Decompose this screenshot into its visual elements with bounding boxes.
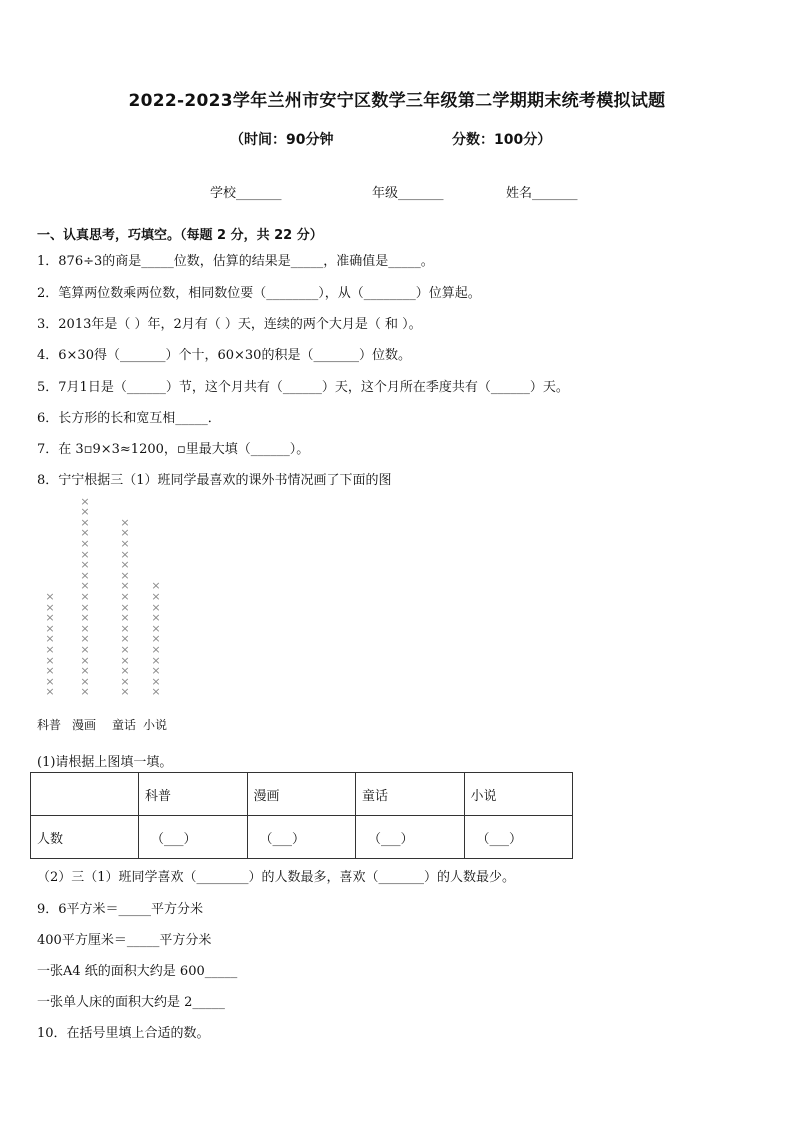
question-3: 3．2013年是（ ）年，2月有（ ）天，连续的两个大月是（ 和 ）。 <box>37 317 422 332</box>
table-row <box>31 816 573 859</box>
tally-mark: × <box>120 653 130 667</box>
question-8-part-2: （2）三（1）班同学喜欢（________）的人数最多，喜欢（_______）的人数最少。 <box>37 870 516 885</box>
tally-mark: × <box>120 674 130 688</box>
tally-mark: × <box>151 642 161 656</box>
tally-mark: × <box>120 515 130 529</box>
question-6: 6．长方形的长和宽互相_____． <box>37 411 221 426</box>
table-header-cell: 童话 <box>356 773 465 816</box>
table-header-cell: 漫画 <box>247 773 356 816</box>
tally-mark: × <box>120 547 130 561</box>
tally-mark: × <box>120 600 130 614</box>
tally-mark: × <box>120 664 130 678</box>
tally-mark: × <box>120 568 130 582</box>
tally-mark: × <box>120 642 130 656</box>
tally-mark: × <box>80 642 90 656</box>
question-7: 7．在 3▫9×3≈1200，▫里最大填（______）。 <box>37 442 310 457</box>
question-1: 1．876÷3的商是_____位数，估算的结果是_____，准确值是_____。 <box>37 254 434 269</box>
tally-mark: × <box>80 547 90 561</box>
tally-mark: × <box>80 515 90 529</box>
tally-mark: × <box>45 632 55 646</box>
tally-mark: × <box>45 621 55 635</box>
section-heading-1: 一、认真思考，巧填空。（每题 2 分，共 22 分） <box>37 228 323 243</box>
tally-mark: × <box>151 685 161 699</box>
tally-column-2 <box>77 494 93 699</box>
tally-mark: × <box>80 505 90 519</box>
time-info: （时间：90分钟 <box>230 132 334 148</box>
tally-mark: × <box>120 536 130 550</box>
tally-mark: × <box>151 664 161 678</box>
question-8-part-1: (1)请根据上图填一填。 <box>37 755 173 770</box>
tally-mark: × <box>45 590 55 603</box>
tally-mark: × <box>120 558 130 572</box>
question-4: 4．6×30得（_______）个十，60×30的积是（_______）位数。 <box>37 348 411 363</box>
book-count-table <box>30 772 573 859</box>
tally-mark: × <box>120 589 130 603</box>
tally-mark: × <box>80 589 90 603</box>
page-title: 2022-2023学年兰州市安宁区数学三年级第二学期期末统考模拟试题 <box>128 91 666 111</box>
grade-field[interactable]: 年级_______ <box>372 186 444 201</box>
answer-blank[interactable]: （___） <box>247 816 356 859</box>
tally-mark: × <box>45 664 55 678</box>
tally-mark: × <box>45 642 55 656</box>
tally-mark: × <box>80 526 90 540</box>
score-info: 分数：100分） <box>452 132 552 148</box>
tally-category-label: 小说 <box>143 718 168 732</box>
school-field[interactable]: 学校_______ <box>210 186 282 201</box>
table-header-row <box>31 773 573 816</box>
tally-mark: × <box>80 632 90 646</box>
tally-mark: × <box>120 579 130 593</box>
tally-mark: × <box>120 526 130 540</box>
tally-mark: × <box>151 611 161 625</box>
tally-mark: × <box>151 589 161 603</box>
tally-category-label: 童话 <box>112 718 137 732</box>
question-8: 8．宁宁根据三（1）班同学最喜欢的课外书情况画了下面的图 <box>37 473 392 488</box>
tally-mark: × <box>120 632 130 646</box>
tally-mark: × <box>151 600 161 614</box>
question-9b: 400平方厘米＝_____平方分米 <box>37 933 212 948</box>
tally-mark: × <box>45 653 55 667</box>
table-header-cell: 小说 <box>464 773 573 816</box>
tally-mark: × <box>45 600 55 614</box>
tally-mark: × <box>45 674 55 688</box>
tally-column-3 <box>117 515 133 699</box>
tally-mark: × <box>80 600 90 614</box>
tally-category-label: 科普 <box>37 718 62 732</box>
table-header-cell: 科普 <box>139 773 248 816</box>
tally-mark: × <box>80 621 90 635</box>
name-field[interactable]: 姓名_______ <box>506 186 578 201</box>
tally-mark: × <box>45 611 55 625</box>
tally-mark: × <box>120 685 130 699</box>
tally-mark: × <box>151 621 161 635</box>
tally-mark: × <box>80 494 90 508</box>
tally-mark: × <box>45 685 55 699</box>
question-9c: 一张A4 纸的面积大约是 600_____ <box>37 964 238 979</box>
tally-column-1 <box>42 592 58 698</box>
question-2: 2．笔算两位数乘两位数，相同数位要（________），从（________）位算起。 <box>37 286 481 301</box>
question-9d: 一张单人床的面积大约是 2_____ <box>37 995 225 1010</box>
tally-mark: × <box>151 674 161 688</box>
answer-blank[interactable]: （___） <box>356 816 465 859</box>
answer-blank[interactable]: （___） <box>464 816 573 859</box>
tally-mark: × <box>151 632 161 646</box>
question-5: 5．7月1日是（______）节，这个月共有（______）天，这个月所在季度共有（______）天。 <box>37 380 569 395</box>
tally-mark: × <box>80 579 90 593</box>
tally-mark: × <box>80 664 90 678</box>
tally-mark: × <box>120 611 130 625</box>
tally-mark: × <box>80 536 90 550</box>
tally-category-label: 漫画 <box>72 718 97 732</box>
tally-mark: × <box>80 674 90 688</box>
tally-column-4 <box>148 581 164 698</box>
tally-mark: × <box>80 568 90 582</box>
question-9a: 9．6平方米＝_____平方分米 <box>37 902 204 917</box>
tally-mark: × <box>80 685 90 699</box>
tally-mark: × <box>80 558 90 572</box>
answer-blank[interactable]: （___） <box>139 816 248 859</box>
question-10: 10．在括号里填上合适的数。 <box>37 1026 210 1041</box>
tally-mark: × <box>120 621 130 635</box>
tally-mark: × <box>80 611 90 625</box>
tally-mark: × <box>151 653 161 667</box>
tally-mark: × <box>151 579 161 593</box>
table-row-label: 人数 <box>31 816 139 859</box>
table-header-cell <box>31 773 139 816</box>
tally-mark: × <box>80 653 90 667</box>
